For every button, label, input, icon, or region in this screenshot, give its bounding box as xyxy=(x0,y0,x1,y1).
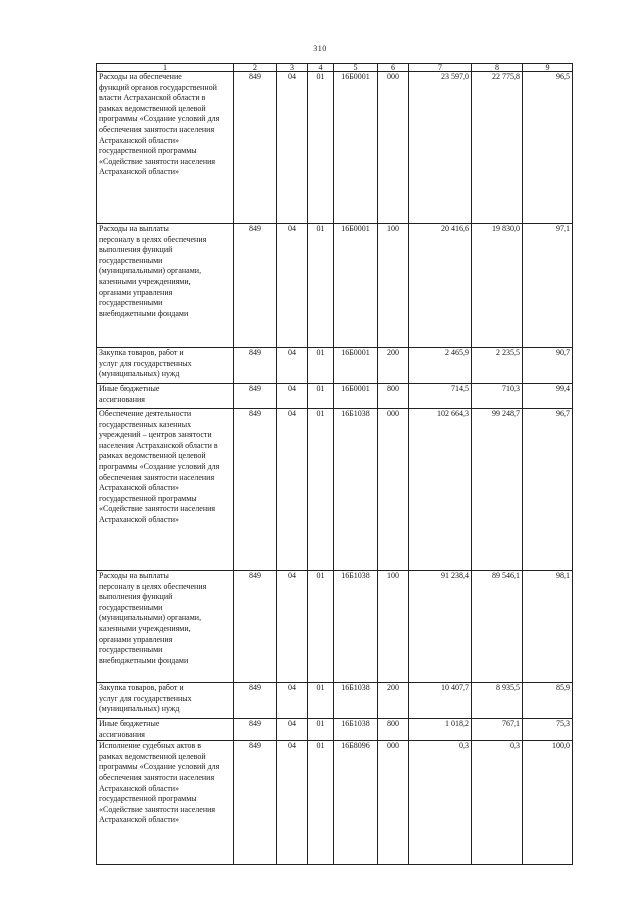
description-line: (муниципальных) нужд xyxy=(99,704,180,714)
column-number: 4 xyxy=(308,64,334,72)
column-number: 3 xyxy=(277,64,308,72)
subsection-code: 01 xyxy=(308,348,334,384)
description-line: Закупка товаров, работ и xyxy=(99,348,184,357)
expense-type-code: 000 xyxy=(378,741,409,865)
description-line: Астраханской области» xyxy=(99,135,180,145)
execution-percent: 90,7 xyxy=(523,348,573,384)
expense-type-code: 100 xyxy=(378,224,409,348)
description-line: государственной программы xyxy=(99,493,197,503)
execution-percent: 85,9 xyxy=(523,683,573,719)
description-line: обеспечения занятости населения xyxy=(99,772,215,782)
section-code: 04 xyxy=(277,683,308,719)
description-line: государственными xyxy=(99,645,163,655)
description-line: функций органов государственной xyxy=(99,82,217,92)
section-code: 04 xyxy=(277,384,308,409)
row-description xyxy=(97,571,234,683)
execution-percent: 98,1 xyxy=(523,571,573,683)
description-line: персоналу в целях обеспечения xyxy=(99,234,207,244)
row-description xyxy=(97,741,234,865)
description-line: Исполнение судебных актов в xyxy=(99,741,202,751)
subsection-code: 01 xyxy=(308,72,334,224)
admin-code: 849 xyxy=(234,384,277,409)
admin-code: 849 xyxy=(234,72,277,224)
description-line: казенными учреждениями, xyxy=(99,623,191,633)
executed-amount: 710,3 xyxy=(472,384,523,409)
description-line: государственными xyxy=(99,298,163,308)
description-line: «Содействие занятости населения xyxy=(99,804,216,814)
row-description xyxy=(97,719,234,741)
description-line: власти Астраханской области в xyxy=(99,93,206,103)
subsection-code: 01 xyxy=(308,571,334,683)
subsection-code: 01 xyxy=(308,224,334,348)
column-number: 8 xyxy=(472,64,523,72)
description-line: государственной программы xyxy=(99,146,197,156)
table-row xyxy=(97,384,573,409)
expense-type-code: 000 xyxy=(378,409,409,571)
subsection-code: 01 xyxy=(308,409,334,571)
table-row xyxy=(97,571,573,683)
description-line: Астраханской области» xyxy=(99,167,180,177)
column-number: 6 xyxy=(378,64,409,72)
subsection-code: 01 xyxy=(308,719,334,741)
planned-amount: 2 465,9 xyxy=(409,348,472,384)
section-code: 04 xyxy=(277,719,308,741)
planned-amount: 1 018,2 xyxy=(409,719,472,741)
description-line: государственными xyxy=(99,602,163,612)
description-line: Иные бюджетные xyxy=(99,384,160,393)
column-number: 1 xyxy=(97,64,234,72)
row-description xyxy=(97,409,234,571)
executed-amount: 22 775,8 xyxy=(472,72,523,224)
admin-code: 849 xyxy=(234,719,277,741)
subsection-code: 01 xyxy=(308,384,334,409)
executed-amount: 89 546,1 xyxy=(472,571,523,683)
table-row xyxy=(97,348,573,384)
target-article-code: 16Б0001 xyxy=(334,72,378,224)
expense-type-code: 200 xyxy=(378,348,409,384)
execution-percent: 96,5 xyxy=(523,72,573,224)
row-description xyxy=(97,224,234,348)
execution-percent: 99,4 xyxy=(523,384,573,409)
admin-code: 849 xyxy=(234,741,277,865)
execution-percent: 100,0 xyxy=(523,741,573,865)
description-line: обеспечения занятости населения xyxy=(99,124,215,134)
description-line: выполнения функций xyxy=(99,245,173,255)
expense-type-code: 100 xyxy=(378,571,409,683)
expense-type-code: 800 xyxy=(378,384,409,409)
target-article-code: 16Б1038 xyxy=(334,683,378,719)
table-row xyxy=(97,741,573,865)
table-row xyxy=(97,224,573,348)
description-line: государственными xyxy=(99,255,163,265)
description-line: государственной программы xyxy=(99,794,197,804)
execution-percent: 97,1 xyxy=(523,224,573,348)
description-line: Иные бюджетные xyxy=(99,719,160,728)
target-article-code: 16Б0001 xyxy=(334,384,378,409)
column-number: 7 xyxy=(409,64,472,72)
planned-amount: 0,3 xyxy=(409,741,472,865)
executed-amount: 2 235,5 xyxy=(472,348,523,384)
subsection-code: 01 xyxy=(308,683,334,719)
planned-amount: 91 238,4 xyxy=(409,571,472,683)
description-line: услуг для государственных xyxy=(99,693,192,703)
column-number-row xyxy=(97,64,573,72)
planned-amount: 23 597,0 xyxy=(409,72,472,224)
description-line: программы «Создание условий для xyxy=(99,114,220,124)
section-code: 04 xyxy=(277,741,308,865)
row-description xyxy=(97,72,234,224)
target-article-code: 16Б1038 xyxy=(334,409,378,571)
description-line: Астраханской области» xyxy=(99,514,180,524)
description-line: персоналу в целях обеспечения xyxy=(99,581,207,591)
description-line: Обеспечение деятельности xyxy=(99,409,192,418)
description-line: Расходы на выплаты xyxy=(99,224,169,233)
description-line: ассигнования xyxy=(99,729,145,739)
column-number: 5 xyxy=(334,64,378,72)
description-line: выполнения функций xyxy=(99,592,173,602)
target-article-code: 16Б8096 xyxy=(334,741,378,865)
description-line: учреждений – центров занятости xyxy=(99,430,212,440)
target-article-code: 16Б1038 xyxy=(334,719,378,741)
target-article-code: 16Б0001 xyxy=(334,224,378,348)
executed-amount: 19 830,0 xyxy=(472,224,523,348)
description-line: программы «Создание условий для xyxy=(99,762,220,772)
description-line: казенными учреждениями, xyxy=(99,276,191,286)
page-number: 310 xyxy=(313,44,327,53)
table-row xyxy=(97,72,573,224)
description-line: Расходы на выплаты xyxy=(99,571,169,580)
description-line: (муниципальными) органами, xyxy=(99,613,202,623)
description-line: Астраханской области» xyxy=(99,483,180,493)
section-code: 04 xyxy=(277,224,308,348)
description-line: рамках ведомственной целевой xyxy=(99,103,206,113)
executed-amount: 99 248,7 xyxy=(472,409,523,571)
table-row xyxy=(97,409,573,571)
description-line: Закупка товаров, работ и xyxy=(99,683,184,692)
expense-type-code: 200 xyxy=(378,683,409,719)
description-line: ассигнования xyxy=(99,394,145,404)
description-line: «Содействие занятости населения xyxy=(99,504,216,514)
budget-table xyxy=(96,63,573,865)
row-description xyxy=(97,384,234,409)
section-code: 04 xyxy=(277,72,308,224)
description-line: программы «Создание условий для xyxy=(99,461,220,471)
description-line: внебюджетными фондами xyxy=(99,308,189,318)
target-article-code: 16Б0001 xyxy=(334,348,378,384)
expense-type-code: 800 xyxy=(378,719,409,741)
expense-type-code: 000 xyxy=(378,72,409,224)
table-row xyxy=(97,683,573,719)
description-line: «Содействие занятости населения xyxy=(99,156,216,166)
planned-amount: 714,5 xyxy=(409,384,472,409)
description-line: обеспечения занятости населения xyxy=(99,472,215,482)
description-line: рамках ведомственной целевой xyxy=(99,451,206,461)
section-code: 04 xyxy=(277,348,308,384)
subsection-code: 01 xyxy=(308,741,334,865)
description-line: рамках ведомственной целевой xyxy=(99,751,206,761)
admin-code: 849 xyxy=(234,683,277,719)
column-number: 2 xyxy=(234,64,277,72)
table-row xyxy=(97,719,573,741)
execution-percent: 75,3 xyxy=(523,719,573,741)
executed-amount: 8 935,5 xyxy=(472,683,523,719)
description-line: органами управления xyxy=(99,634,173,644)
execution-percent: 96,7 xyxy=(523,409,573,571)
planned-amount: 102 664,3 xyxy=(409,409,472,571)
target-article-code: 16Б1038 xyxy=(334,571,378,683)
admin-code: 849 xyxy=(234,224,277,348)
planned-amount: 10 407,7 xyxy=(409,683,472,719)
description-line: услуг для государственных xyxy=(99,358,192,368)
executed-amount: 767,1 xyxy=(472,719,523,741)
description-line: органами управления xyxy=(99,287,173,297)
admin-code: 849 xyxy=(234,348,277,384)
admin-code: 849 xyxy=(234,571,277,683)
description-line: населения Астраханской области в xyxy=(99,440,218,450)
description-line: Астраханской области» xyxy=(99,815,180,825)
description-line: (муниципальными) органами, xyxy=(99,266,202,276)
admin-code: 849 xyxy=(234,409,277,571)
section-code: 04 xyxy=(277,409,308,571)
column-number: 9 xyxy=(523,64,573,72)
row-description xyxy=(97,683,234,719)
planned-amount: 20 416,6 xyxy=(409,224,472,348)
description-line: Астраханской области» xyxy=(99,783,180,793)
executed-amount: 0,3 xyxy=(472,741,523,865)
section-code: 04 xyxy=(277,571,308,683)
row-description xyxy=(97,348,234,384)
description-line: Расходы на обеспечение xyxy=(99,72,182,81)
description-line: государственных казенных xyxy=(99,419,192,429)
description-line: (муниципальных) нужд xyxy=(99,369,180,379)
description-line: внебюджетными фондами xyxy=(99,655,189,665)
